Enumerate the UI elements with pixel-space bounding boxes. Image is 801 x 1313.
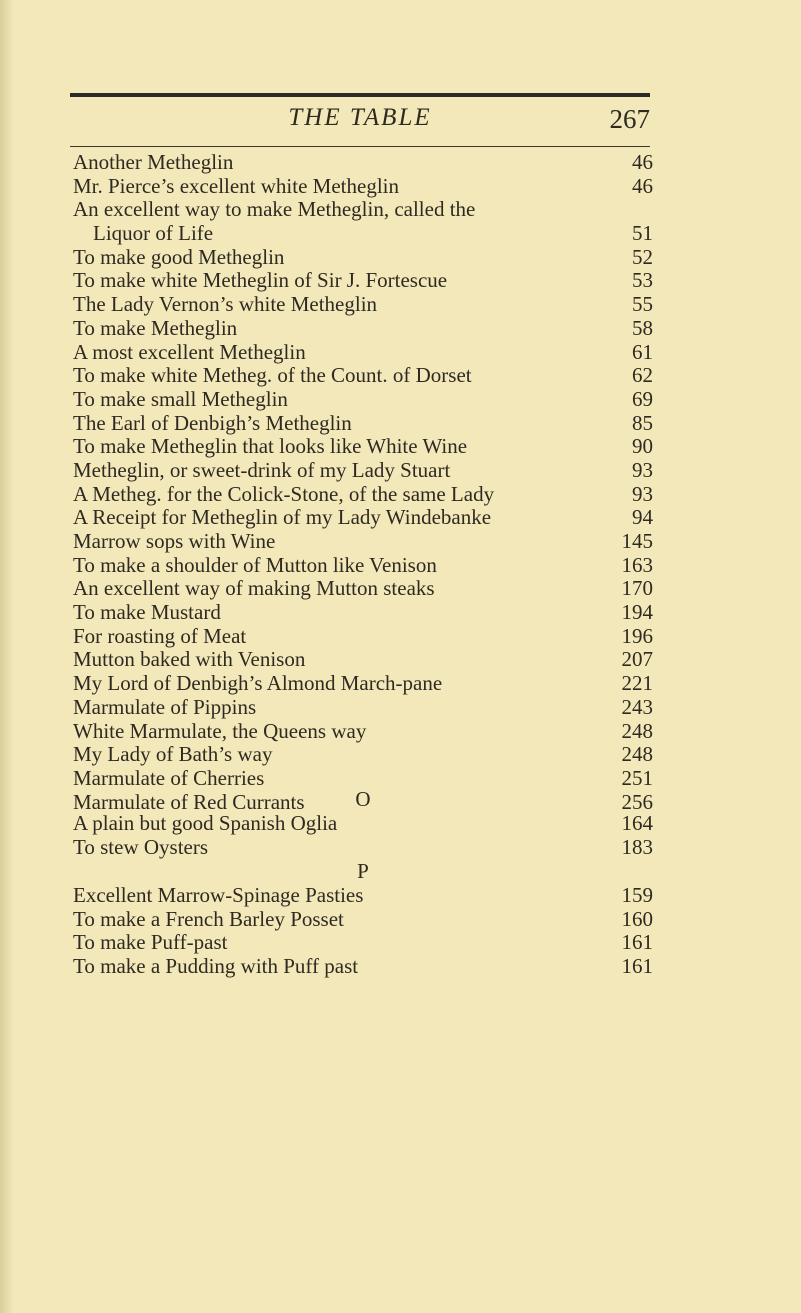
- entry-page-number: 93: [632, 457, 653, 482]
- entry-title: Metheglin, or sweet-drink of my Lady Stuart: [73, 457, 451, 482]
- index-entry: [73, 269, 653, 293]
- entry-title: To make Metheglin that looks like White Wine: [73, 434, 468, 459]
- entry-page-number: 196: [621, 623, 653, 648]
- entry-page-number: 248: [621, 718, 653, 743]
- index-entry: [73, 648, 653, 672]
- section-letter-p: P: [357, 859, 369, 883]
- entry-page-number: 161: [621, 954, 653, 979]
- index-entry: [73, 222, 653, 246]
- entry-page-number: 46: [632, 173, 653, 198]
- entry-page-number: 61: [632, 339, 653, 364]
- entry-page-number: 52: [632, 244, 653, 269]
- entry-title: To make good Metheglin: [73, 244, 285, 269]
- entry-page-number: 55: [632, 292, 653, 317]
- page-number: 267: [609, 104, 650, 134]
- entry-title: To stew Oysters: [73, 834, 209, 859]
- index-entry: [73, 317, 653, 341]
- entry-title: To make a shoulder of Mutton like Venison: [73, 552, 437, 577]
- section-letter-o: O: [355, 787, 371, 811]
- entry-title: An excellent way to make Metheglin, called the: [73, 197, 476, 222]
- index-entry: [73, 293, 653, 317]
- entry-page-number: 159: [621, 883, 653, 907]
- entry-title: A Metheg. for the Colick-Stone, of the same Lady: [73, 481, 495, 506]
- entry-title: A most excellent Metheglin: [73, 339, 306, 364]
- entry-page-number: 53: [632, 268, 653, 293]
- index-entry: [73, 364, 653, 388]
- entry-page-number: 94: [632, 505, 653, 530]
- entry-page-number: 160: [621, 906, 653, 931]
- index-entries: [73, 151, 653, 814]
- entry-title: A plain but good Spanish Oglia: [73, 811, 338, 835]
- index-entry: [73, 412, 653, 436]
- index-entry: [73, 483, 653, 507]
- entry-page-number: 170: [621, 576, 653, 601]
- entry-page-number: 243: [621, 694, 653, 719]
- entry-page-number: 62: [632, 363, 653, 388]
- index-entry: [73, 696, 653, 720]
- entry-title: To make white Metheglin of Sir J. Fortescue: [73, 268, 448, 293]
- entry-page-number: 183: [621, 834, 653, 859]
- entry-title: To make Metheglin: [73, 315, 238, 340]
- entry-title: Mr. Pierce’s excellent white Metheglin: [73, 173, 399, 198]
- entry-title: To make a French Barley Posset: [73, 906, 344, 931]
- entry-page-number: 161: [621, 930, 653, 955]
- entry-title: To make Puff-past: [73, 930, 228, 955]
- index-entry: [73, 812, 653, 836]
- entry-title: Marrow sops with Wine: [73, 529, 276, 553]
- entry-title: My Lord of Denbigh’s Almond March-pane: [73, 671, 443, 696]
- entry-page-number: 85: [632, 410, 653, 435]
- index-entry: [73, 506, 653, 530]
- entry-page-number: 58: [632, 315, 653, 340]
- entry-title: Marmulate of Cherries: [73, 765, 265, 790]
- entry-page-number: 194: [621, 600, 653, 625]
- index-entry: [73, 198, 653, 222]
- index-entry: [73, 435, 653, 459]
- entry-page-number: 46: [632, 150, 653, 174]
- entry-page-number: 256: [621, 789, 653, 814]
- entry-title: To make white Metheg. of the Count. of Dorset: [73, 363, 472, 388]
- index-entry: [73, 836, 653, 860]
- index-entry: [73, 908, 653, 932]
- index-entry: [73, 672, 653, 696]
- running-header: [70, 100, 650, 144]
- entry-page-number: 251: [621, 765, 653, 790]
- entry-title: To make small Metheglin: [73, 386, 288, 411]
- index-entry: [73, 743, 653, 767]
- index-entry: [73, 151, 653, 175]
- entry-title: For roasting of Meat: [73, 623, 247, 648]
- entry-title: A Receipt for Metheglin of my Lady Windebanke: [73, 505, 492, 530]
- entry-page-number: 221: [621, 671, 653, 696]
- index-section-o: [73, 812, 653, 859]
- entry-title: Marmulate of Pippins: [73, 694, 257, 719]
- entry-title: Another Metheglin: [73, 150, 234, 174]
- index-entry: [73, 530, 653, 554]
- entry-page-number: 164: [621, 811, 653, 835]
- entry-page-number: 93: [632, 481, 653, 506]
- top-rule: [70, 93, 650, 97]
- entry-page-number: 207: [621, 647, 653, 672]
- entry-page-number: 145: [621, 529, 653, 553]
- entry-page-number: 51: [632, 221, 653, 246]
- index-entry: [73, 554, 653, 578]
- index-entry: [73, 246, 653, 270]
- entry-title: An excellent way of making Mutton steaks: [73, 576, 435, 601]
- entry-title: Liquor of Life: [93, 221, 214, 246]
- entry-title: To make a Pudding with Puff past: [73, 954, 359, 979]
- entry-title: Mutton baked with Venison: [73, 647, 306, 672]
- entry-title: White Marmulate, the Queens way: [73, 718, 367, 743]
- index-entry: [73, 175, 653, 199]
- page-gutter-shadow: [0, 0, 14, 1313]
- entry-title: Excellent Marrow-Spinage Pasties: [73, 883, 364, 907]
- index-section-p: [73, 884, 653, 979]
- header-rule: [70, 146, 650, 147]
- index-section-m: [73, 151, 653, 814]
- entry-title: To make Mustard: [73, 600, 221, 625]
- index-entry: [73, 459, 653, 483]
- entry-page-number: 90: [632, 434, 653, 459]
- index-entry: [73, 931, 653, 955]
- entry-title: The Earl of Denbigh’s Metheglin: [73, 410, 352, 435]
- entry-title: The Lady Vernon’s white Metheglin: [73, 292, 378, 317]
- entry-page-number: 248: [621, 742, 653, 767]
- entry-page-number: 69: [632, 386, 653, 411]
- entry-title: Marmulate of Red Currants: [73, 789, 305, 814]
- index-entry: [73, 625, 653, 649]
- header-title: THE TABLE: [288, 104, 432, 131]
- entry-title: My Lady of Bath’s way: [73, 742, 273, 767]
- index-entry: [73, 601, 653, 625]
- index-entry: [73, 341, 653, 365]
- index-entry: [73, 720, 653, 744]
- index-entry: [73, 577, 653, 601]
- entry-page-number: 163: [621, 552, 653, 577]
- index-entry: [73, 955, 653, 979]
- index-entry: [73, 884, 653, 908]
- index-entry: [73, 388, 653, 412]
